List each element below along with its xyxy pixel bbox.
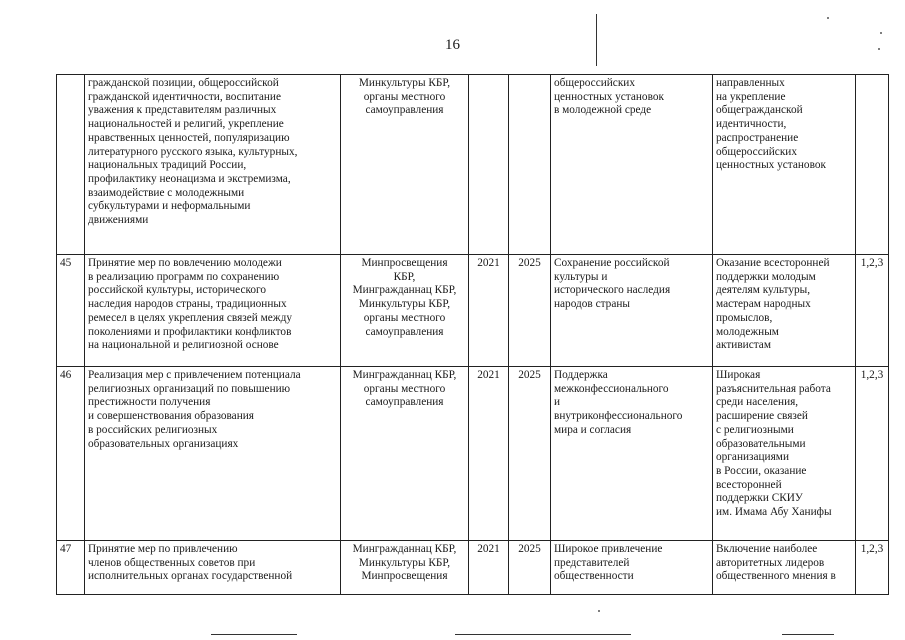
scan-artifact-line bbox=[455, 634, 631, 635]
end-year-cell: 2025 bbox=[509, 541, 551, 595]
indicator-line: всесторонней bbox=[716, 478, 782, 491]
indicator-line: общегражданской bbox=[716, 104, 803, 117]
measure-description-cell bbox=[85, 75, 341, 255]
task-codes-cell bbox=[856, 75, 889, 255]
row-number-cell bbox=[57, 75, 85, 255]
start-year-cell: 2021 bbox=[469, 541, 509, 595]
expected-result-line: Поддержка bbox=[554, 369, 608, 381]
executors-line: Минпросвещения bbox=[361, 570, 448, 583]
start-year-cell: 2021 bbox=[469, 255, 509, 367]
executors-line: Минкультуры КБР, bbox=[358, 556, 451, 569]
indicator-line: в России, оказание bbox=[716, 464, 807, 477]
end-year-cell: 2025 bbox=[509, 367, 551, 541]
indicator-cell bbox=[713, 255, 856, 367]
indicator-line: активистам bbox=[716, 339, 771, 352]
expected-result-line: культуры и bbox=[554, 270, 608, 283]
row-number-cell: 47 bbox=[57, 541, 85, 595]
indicator-line: им. Имама Абу Ханифы bbox=[716, 506, 832, 519]
executors-line: КБР, bbox=[393, 270, 416, 283]
executors-line: самоуправления bbox=[365, 396, 444, 409]
task-codes-cell: 1,2,3 bbox=[856, 367, 889, 541]
executors-cell bbox=[341, 255, 469, 367]
indicator-line: распространение bbox=[716, 131, 799, 144]
table-row bbox=[57, 75, 889, 255]
measure-description-cell bbox=[85, 255, 341, 367]
indicator-line: молодежным bbox=[716, 325, 779, 338]
indicator-line: поддержки СКИУ bbox=[716, 492, 803, 505]
expected-result-cell bbox=[551, 255, 713, 367]
indicator-line: промыслов, bbox=[716, 311, 773, 324]
measure-description-line: национальностей и религий, укрепление bbox=[88, 118, 284, 131]
expected-result-cell bbox=[551, 367, 713, 541]
measure-description-line: литературного русского языка, культурных, bbox=[88, 145, 298, 158]
measure-description-line: нравственных ценностей, популяризацию bbox=[88, 131, 290, 144]
expected-result-line: ценностных установок bbox=[554, 90, 664, 103]
indicator-line: организациями bbox=[716, 451, 789, 464]
task-codes-cell: 1,2,3 bbox=[856, 541, 889, 595]
indicator-line: Широкая bbox=[716, 369, 761, 381]
indicator-line: на укрепление bbox=[716, 90, 786, 103]
measure-description-line: Реализация мер с привлечением потенциала bbox=[88, 369, 301, 381]
measure-description-line: образовательных организациях bbox=[88, 437, 239, 450]
table-row bbox=[57, 255, 889, 367]
indicator-line: направленных bbox=[716, 77, 785, 89]
measure-description-line: на национальной и религиозной основе bbox=[88, 339, 279, 352]
expected-result-line: народов страны bbox=[554, 298, 630, 311]
measure-description-line: престижности получения bbox=[88, 396, 211, 409]
measure-description-line: в реализацию программ по сохранению bbox=[88, 270, 280, 283]
executors-line: органы местного bbox=[363, 90, 446, 103]
executors-line: Минкультуры КБР, bbox=[358, 77, 451, 89]
expected-result-line: исторического наследия bbox=[554, 284, 671, 297]
expected-result-line: и bbox=[554, 396, 561, 409]
start-year-cell bbox=[469, 75, 509, 255]
indicator-line: ценностных установок bbox=[716, 159, 826, 172]
indicator-line: деятелям культуры, bbox=[716, 284, 811, 297]
executors-line: Мингражданнац КБР, bbox=[352, 284, 457, 297]
measure-description-line: национальных традиций России, bbox=[88, 159, 247, 172]
measure-description-cell bbox=[85, 541, 341, 595]
executors-line: Минкультуры КБР, bbox=[358, 298, 451, 311]
measure-description-cell bbox=[85, 367, 341, 541]
table-row bbox=[57, 367, 889, 541]
indicator-line: общественного мнения в bbox=[716, 570, 836, 583]
measure-description-line: профилактику неонацизма и экстремизма, bbox=[88, 172, 291, 185]
expected-result-cell bbox=[551, 75, 713, 255]
indicator-cell bbox=[713, 75, 856, 255]
row-number-cell: 46 bbox=[57, 367, 85, 541]
executors-line: Мингражданнац КБР, bbox=[352, 369, 457, 381]
page-number: 16 bbox=[445, 37, 460, 53]
measure-description-line: наследия народов страны, традиционных bbox=[88, 298, 287, 311]
indicator-line: идентичности, bbox=[716, 118, 787, 131]
executors-line: Минпросвещения bbox=[361, 257, 448, 269]
row-number-cell: 45 bbox=[57, 255, 85, 367]
expected-result-cell bbox=[551, 541, 713, 595]
measure-description-line: уважения к представителям различных bbox=[88, 104, 277, 117]
indicator-line: Включение наиболее bbox=[716, 543, 818, 555]
executors-cell bbox=[341, 367, 469, 541]
measure-description-line: субкультурами и неформальными bbox=[88, 200, 251, 213]
expected-result-line: межконфессионального bbox=[554, 382, 669, 395]
end-year-cell bbox=[509, 75, 551, 255]
indicator-line: образовательными bbox=[716, 437, 806, 450]
measure-description-line: российской культуры, исторического bbox=[88, 284, 267, 297]
indicator-line: с религиозными bbox=[716, 423, 794, 436]
scan-artifact-dot bbox=[878, 48, 880, 50]
measure-description-line: поколениями и профилактики конфликтов bbox=[88, 325, 292, 338]
executors-cell bbox=[341, 541, 469, 595]
indicator-cell bbox=[713, 541, 856, 595]
expected-result-line: Сохранение российской bbox=[554, 257, 670, 269]
measure-description-line: исполнительных органах государственной bbox=[88, 570, 293, 583]
executors-line: органы местного bbox=[363, 311, 446, 324]
indicator-line: мастерам народных bbox=[716, 298, 811, 311]
measure-description-line: Принятие мер по вовлечению молодежи bbox=[88, 257, 282, 269]
expected-result-line: внутриконфессионального bbox=[554, 410, 683, 423]
indicator-line: поддержки молодым bbox=[716, 270, 816, 283]
scan-artifact-line bbox=[782, 634, 834, 635]
measure-description-line: в российских религиозных bbox=[88, 423, 218, 436]
indicator-line: среди населения, bbox=[716, 396, 799, 409]
executors-cell bbox=[341, 75, 469, 255]
scan-artifact-line bbox=[596, 14, 597, 66]
measure-description-line: религиозных организаций по повышению bbox=[88, 382, 291, 395]
table-body bbox=[57, 75, 889, 595]
start-year-cell: 2021 bbox=[469, 367, 509, 541]
expected-result-line: представителей bbox=[554, 556, 630, 569]
measure-description-line: гражданской позиции, общероссийской bbox=[88, 77, 279, 89]
measure-description-line: ремесел в целях укрепления связей между bbox=[88, 311, 292, 324]
indicator-line: разъяснительная работа bbox=[716, 382, 831, 395]
executors-line: самоуправления bbox=[365, 104, 444, 117]
scan-artifact-dot bbox=[598, 610, 600, 612]
end-year-cell: 2025 bbox=[509, 255, 551, 367]
measure-description-line: гражданской идентичности, воспитание bbox=[88, 90, 281, 103]
table-row bbox=[57, 541, 889, 595]
scan-artifact-line bbox=[211, 634, 297, 635]
indicator-line: Оказание всесторонней bbox=[716, 257, 830, 269]
task-codes-cell: 1,2,3 bbox=[856, 255, 889, 367]
expected-result-line: общественности bbox=[554, 570, 634, 583]
measure-description-line: членов общественных советов при bbox=[88, 556, 256, 569]
scan-artifact-dot bbox=[880, 32, 882, 34]
expected-result-line: Широкое привлечение bbox=[554, 543, 663, 555]
indicator-cell bbox=[713, 367, 856, 541]
indicator-line: расширение связей bbox=[716, 410, 808, 423]
measures-table bbox=[56, 74, 889, 595]
indicator-line: общероссийских bbox=[716, 145, 798, 158]
executors-line: Мингражданнац КБР, bbox=[352, 543, 457, 555]
measure-description-line: и совершенствования образования bbox=[88, 410, 254, 423]
expected-result-line: мира и согласия bbox=[554, 423, 632, 436]
expected-result-line: общероссийских bbox=[554, 77, 636, 89]
measure-description-line: Принятие мер по привлечению bbox=[88, 543, 238, 555]
executors-line: органы местного bbox=[363, 382, 446, 395]
measure-description-line: взаимодействие с молодежными bbox=[88, 186, 245, 199]
expected-result-line: в молодежной среде bbox=[554, 104, 652, 117]
scan-artifact-dot bbox=[827, 17, 829, 19]
executors-line: самоуправления bbox=[365, 325, 444, 338]
indicator-line: авторитетных лидеров bbox=[716, 556, 825, 569]
measure-description-line: движениями bbox=[88, 214, 149, 227]
